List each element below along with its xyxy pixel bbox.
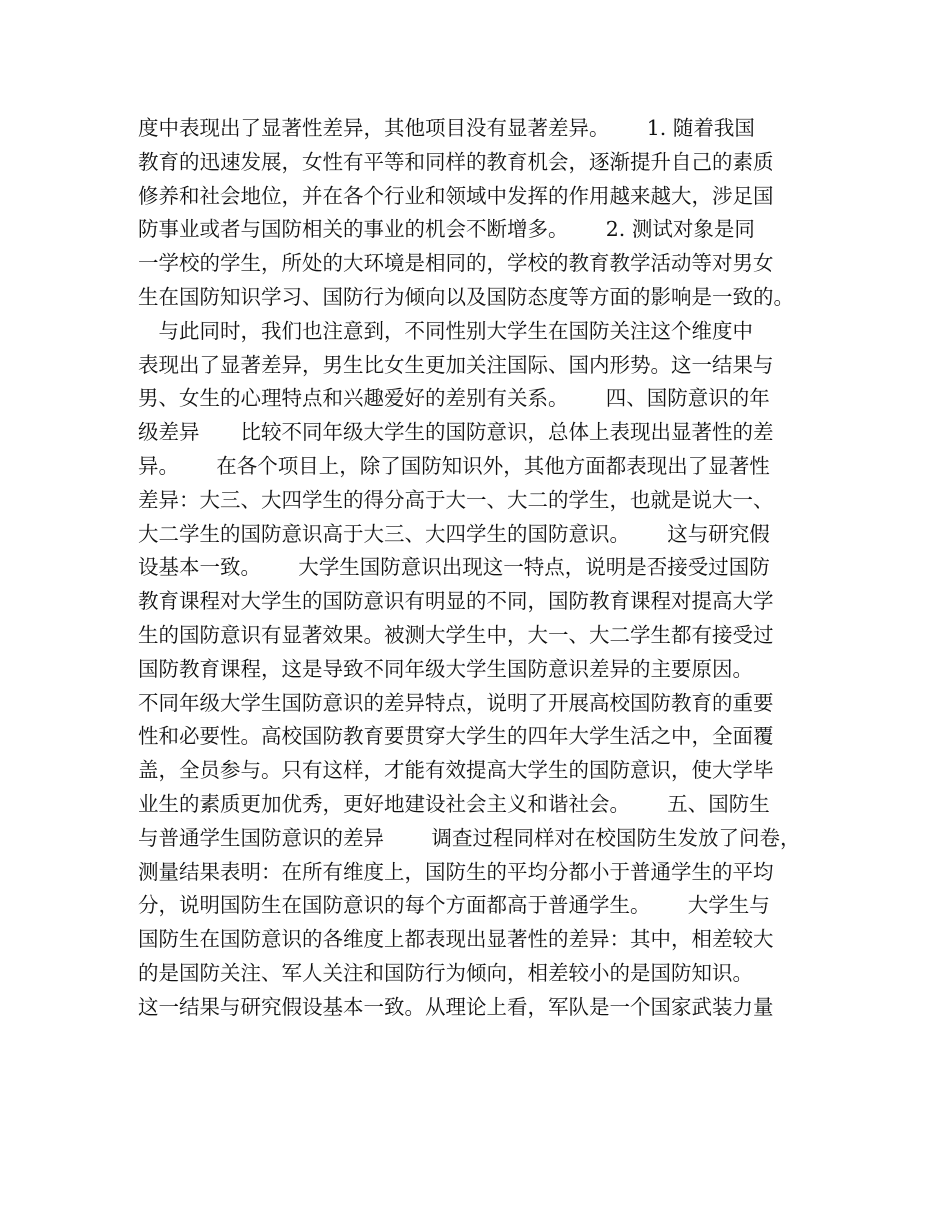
body-text [138,112,828,1025]
text-line: 的是国防关注、军人关注和国防行为倾向，相差较小的是国防知识。 [138,960,753,985]
text-line: 差异：大三、大四学生的得分高于大一、大二的学生，也就是说大一、 [138,487,774,512]
text-line: 异。 在各个项目上，除了国防知识外，其他方面都表现出了显著性 [138,453,770,478]
text-line: 教育的迅速发展，女性有平等和同样的教育机会，逐渐提升自己的素质 [138,149,774,174]
text-line: 大二学生的国防意识高于大三、大四学生的国防意识。 这与研究假 [138,521,770,546]
text-line: 度中表现出了显著性差异，其他项目没有显著差异。 1. 随着我国 [138,116,755,140]
text-line: 性和必要性。高校国防教育要贯穿大学生的四年大学生活之中，全面覆 [138,724,774,749]
text-line: 防事业或者与国防相关的事业的机会不断增多。 2. 测试对象是同 [138,217,755,242]
text-line: 盖，全员参与。只有这样，才能有效提高大学生的国防意识，使大学毕 [138,758,774,783]
text-line: 教育课程对大学生的国防意识有明显的不同，国防教育课程对提高大学 [138,589,774,614]
text-line: 不同年级大学生国防意识的差异特点，说明了开展高校国防教育的重要 [138,690,774,715]
text-line: 与此同时，我们也注意到，不同性别大学生在国防关注这个维度中 [138,318,753,343]
text-line: 男、女生的心理特点和兴趣爱好的差别有关系。 四、国防意识的年 [138,386,770,411]
text-line: 设基本一致。 大学生国防意识出现这一特点，说明是否接受过国防 [138,555,770,580]
text-line: 与普通学生国防意识的差异 调查过程同样对在校国防生发放了问卷， [138,825,801,850]
text-line: 修养和社会地位，并在各个行业和领域中发挥的作用越来越大，涉足国 [138,183,774,208]
text-line: 表现出了显著差异，男生比女生更加关注国际、国内形势。这一结果与 [138,352,774,377]
text-line: 生在国防知识学习、国防行为倾向以及国防态度等方面的影响是一致的。 [138,284,794,309]
text-line: 级差异 比较不同年级大学生的国防意识，总体上表现出显著性的差 [138,420,774,445]
text-line: 一学校的学生，所处的大环境是相同的，学校的教育教学活动等对男女 [138,251,774,276]
text-line: 生的国防意识有显著效果。被测大学生中，大一、大二学生都有接受过 [138,622,774,647]
text-line: 测量结果表明：在所有维度上，国防生的平均分都小于普通学生的平均 [138,859,774,884]
text-line: 这一结果与研究假设基本一致。从理论上看，军队是一个国家武装力量 [138,994,774,1019]
text-line: 分，说明国防生在国防意识的每个方面都高于普通学生。 大学生与 [138,893,770,918]
text-line: 业生的素质更加优秀，更好地建设社会主义和谐社会。 五、国防生 [138,791,770,816]
text-line: 国防生在国防意识的各维度上都表现出显著性的差异：其中，相差较大 [138,927,774,952]
text-line: 国防教育课程，这是导致不同年级大学生国防意识差异的主要原因。 [138,656,753,681]
